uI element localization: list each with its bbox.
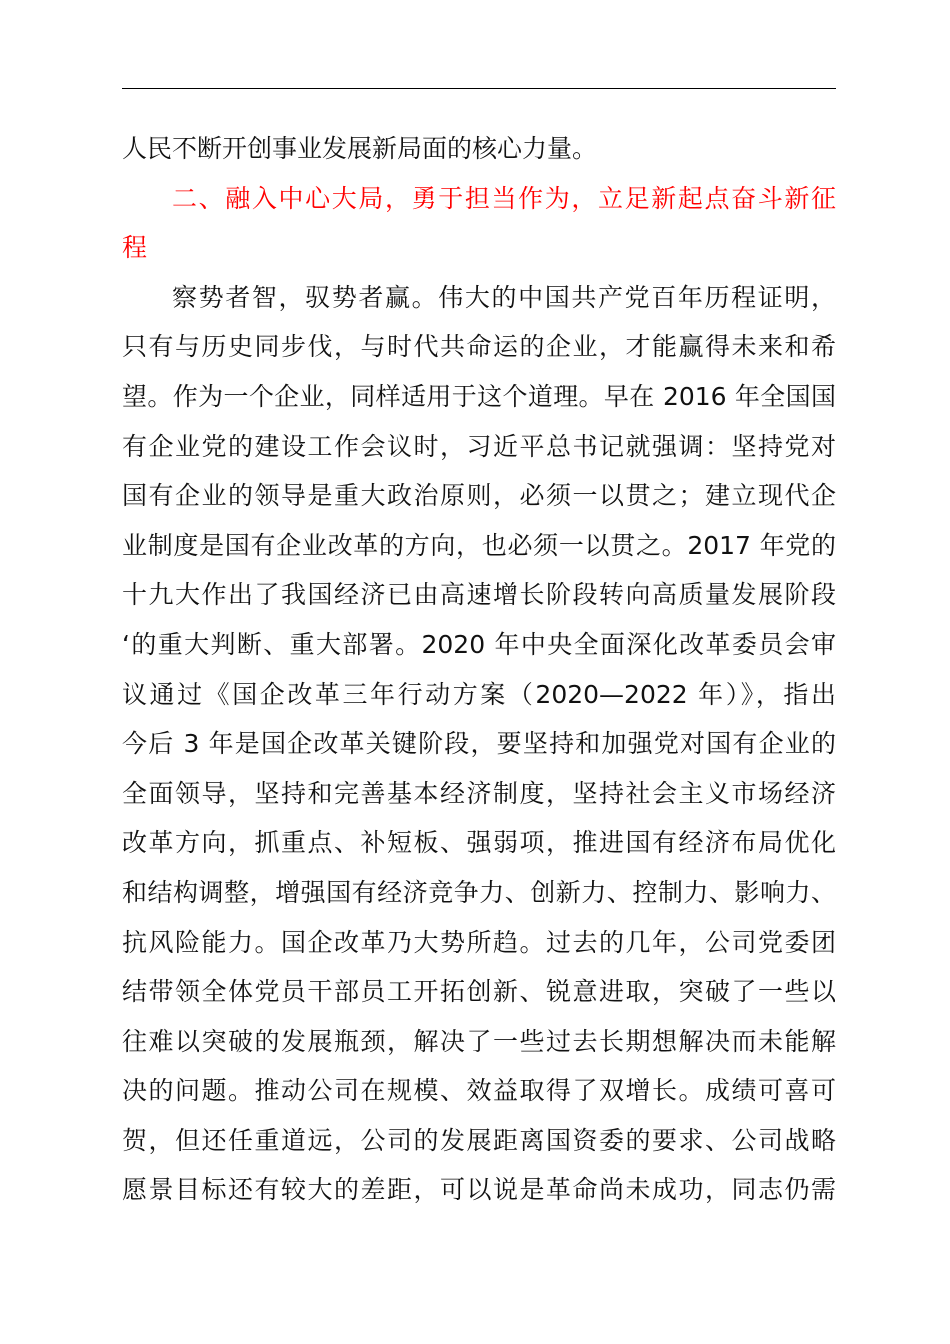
- paragraph-line: 贺，但还任重道远，公司的发展距离国资委的要求、公司战略: [122, 1125, 836, 1155]
- paragraph-line: ‘的重大判断、重大部署。2020 年中央全面深化改革委员会审: [122, 629, 836, 659]
- paragraph-line: 今后 3 年是国企改革关键阶段，要坚持和加强党对国有企业的: [122, 729, 836, 759]
- paragraph-line: 决的问题。推动公司在规模、效益取得了双增长。成绩可喜可: [122, 1076, 836, 1106]
- paragraph-line: 业制度是国有企业改革的方向，也必须一以贯之。2017 年党的: [122, 530, 836, 560]
- paragraph-line: 察势者智，驭势者赢。伟大的中国共产党百年历程证明，: [172, 282, 836, 312]
- paragraph-line: 结带领全体党员干部员工开拓创新、锐意进取，突破了一些以: [122, 977, 836, 1007]
- paragraph-line: 愿景目标还有较大的差距，可以说是革命尚未成功，同志仍需: [122, 1175, 836, 1205]
- document-body: [122, 124, 836, 1215]
- paragraph-line: 抗风险能力。国企改革乃大势所趋。过去的几年，公司党委团: [122, 927, 836, 957]
- section-heading-line: 二、融入中心大局，勇于担当作为，立足新起点奋斗新征: [172, 183, 836, 213]
- paragraph-line: 全面领导，坚持和完善基本经济制度，坚持社会主义市场经济: [122, 778, 836, 808]
- paragraph-line: 往难以突破的发展瓶颈，解决了一些过去长期想解决而未能解: [122, 1026, 836, 1056]
- continuation-line: 人民不断开创事业发展新局面的核心力量。: [122, 134, 598, 163]
- paragraph-line: 十九大作出了我国经济已由高速增长阶段转向高质量发展阶段: [122, 580, 836, 610]
- paragraph-line: 议通过《国企改革三年行动方案（2020—2022 年）》，指出: [122, 679, 836, 709]
- paragraph-line: 国有企业的领导是重大政治原则，必须一以贯之；建立现代企: [122, 481, 836, 511]
- header-rule: [122, 88, 836, 89]
- paragraph-line: 望。作为一个企业，同样适用于这个道理。早在 2016 年全国国: [122, 381, 836, 411]
- paragraph-line: 有企业党的建设工作会议时，习近平总书记就强调：坚持党对: [122, 431, 836, 461]
- paragraph-line: 和结构调整，增强国有经济竞争力、创新力、控制力、影响力、: [122, 877, 836, 907]
- paragraph-line: 只有与历史同步伐，与时代共命运的企业，才能赢得未来和希: [122, 332, 836, 362]
- paragraph-line: 改革方向，抓重点、补短板、强弱项，推进国有经济布局优化: [122, 828, 836, 858]
- section-heading-line: 程: [122, 233, 148, 263]
